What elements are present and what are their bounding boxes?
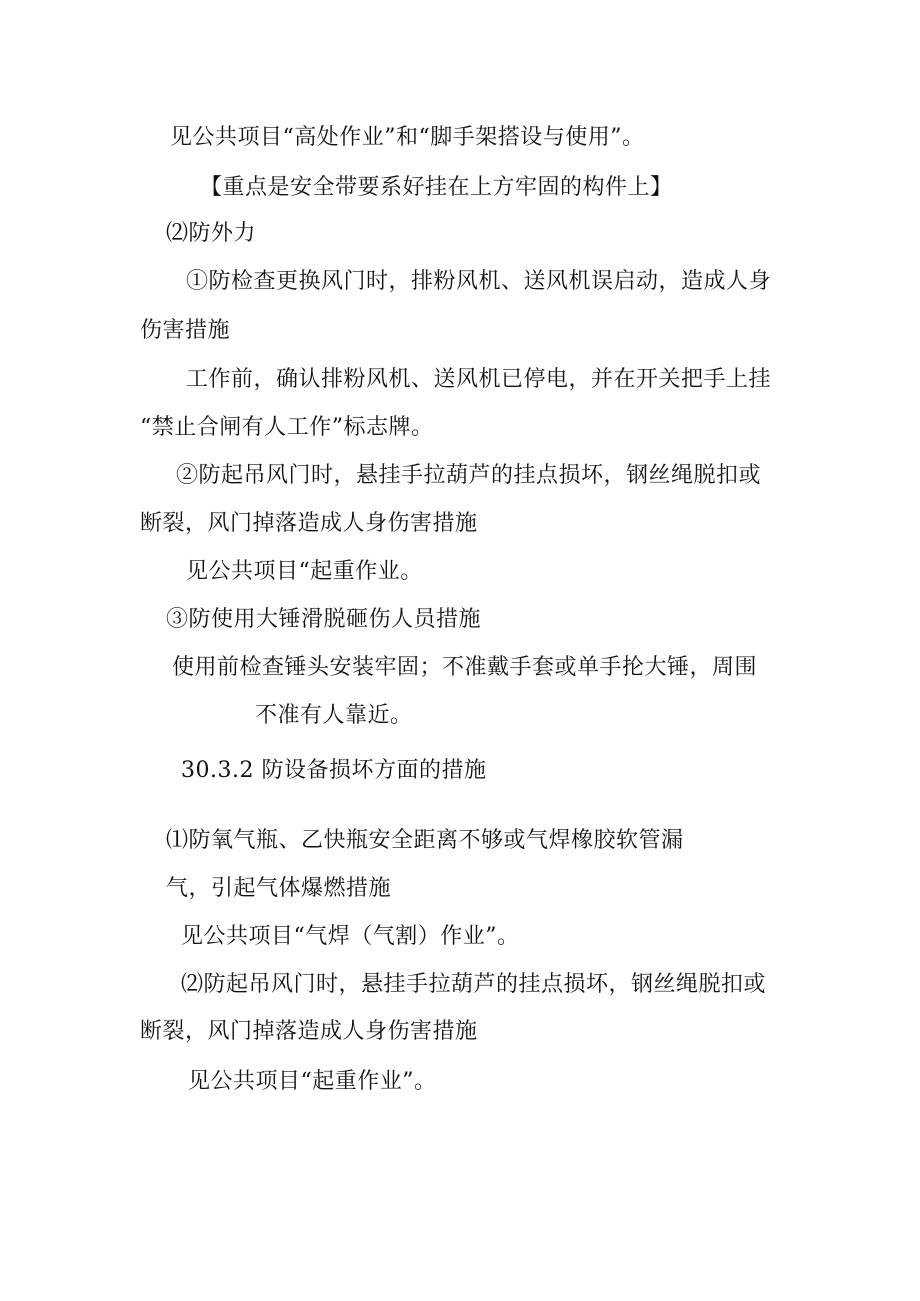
item-heading: ②防起吊风门时，悬挂手拉葫芦的挂点损坏，钢丝绳脱扣或: [176, 463, 762, 488]
paragraph-line: 使用前检查锤头安装牢固；不准戴手套或单手抡大锤，周围: [172, 655, 758, 680]
item-heading-continued: 断裂，风门掉落造成人身伤害措施: [140, 1019, 478, 1044]
paragraph-line: 工作前，确认排粉风机、送风机已停电，并在开关把手上挂: [186, 367, 772, 392]
item-heading: ⑴防氧气瓶、乙快瓶安全距离不够或气焊橡胶软管漏: [166, 828, 684, 853]
item-heading: ③防使用大锤滑脱砸伤人员措施: [166, 607, 482, 632]
highlight-note: 【重点是安全带要系好挂在上方牢固的构件上】: [200, 175, 673, 200]
paragraph-line: 见公共项目“气焊（气割）作业”。: [181, 924, 520, 949]
item-heading-continued: 气，引起气体爆燃措施: [166, 876, 392, 901]
paragraph-line-continued: “禁止合闸有人工作”标志牌。: [140, 415, 434, 440]
paragraph-line-continued: 不准有人靠近。: [255, 703, 413, 728]
section-heading: 30.3.2 防设备损坏方面的措施: [181, 758, 487, 783]
item-heading: ⑵防起吊风门时，悬挂手拉葫芦的挂点损坏，钢丝绳脱扣或: [181, 972, 767, 997]
item-heading-continued: 伤害措施: [140, 318, 231, 343]
section-heading: ⑵防外力: [166, 221, 257, 246]
item-heading: ①防检查更换风门时，排粉风机、送风机误启动，造成人身: [186, 269, 772, 294]
paragraph-line: 见公共项目“起重作业”。: [188, 1069, 437, 1094]
paragraph-line: 见公共项目“高处作业”和“脚手架搭设与使用”。: [170, 125, 645, 150]
paragraph-line: 见公共项目“起重作业。: [186, 559, 423, 584]
item-heading-continued: 断裂，风门掉落造成人身伤害措施: [140, 511, 478, 536]
